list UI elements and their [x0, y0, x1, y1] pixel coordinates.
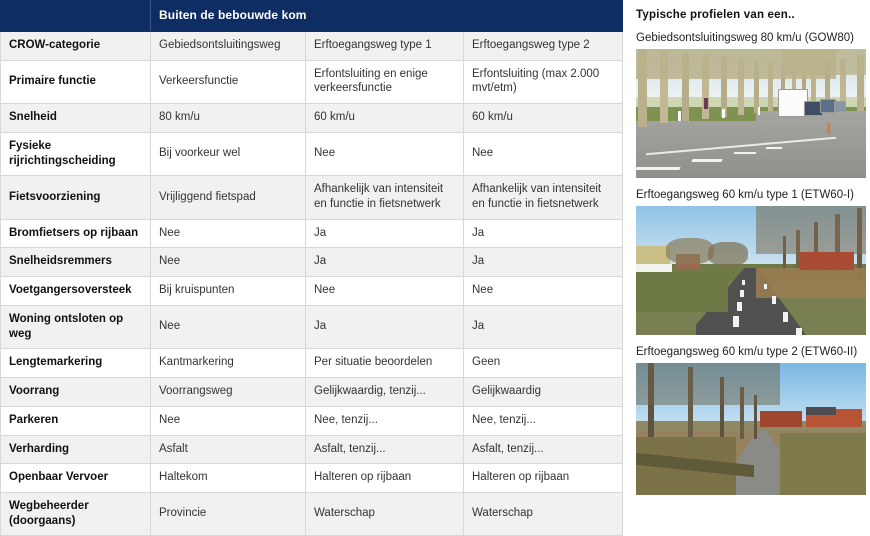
table-row: [1, 305, 623, 348]
roof: [806, 407, 836, 415]
centre-dash: [740, 290, 744, 297]
table-cell: Erfontsluiting (max 2.000 mvt/etm): [464, 60, 623, 103]
table-cell: Nee: [306, 277, 464, 306]
table-cell: Waterschap: [306, 492, 464, 535]
table-cell: Gelijkwaardig, tenzij...: [306, 378, 464, 407]
photo-block-etw60-1: [636, 189, 870, 335]
row-label: Voorrang: [1, 378, 151, 407]
table-row: [1, 132, 623, 175]
table-cell: Halteren op rijbaan: [306, 464, 464, 493]
centre-dash: [733, 316, 739, 327]
photo-gow80: [636, 49, 866, 178]
row-label: Parkeren: [1, 406, 151, 435]
table-cell: Ja: [464, 248, 623, 277]
edge-dash: [772, 296, 776, 304]
photo-block-etw60-2: [636, 346, 870, 495]
photo-etw60-type2: [636, 363, 866, 495]
row-label: Verharding: [1, 435, 151, 464]
row-label: Bromfietsers op rijbaan: [1, 219, 151, 248]
table-header-row: [1, 1, 623, 32]
table-cell: Voorrangsweg: [151, 378, 306, 407]
farm-right-1: [760, 411, 802, 427]
table-cell: Nee: [464, 277, 623, 306]
table-group-header: Buiten de bebouwde kom: [151, 1, 623, 32]
row-label: Fysieke rijrichtingscheiding: [1, 132, 151, 175]
table-cell: Provincie: [151, 492, 306, 535]
row-label: Snelheidsremmers: [1, 248, 151, 277]
table-cell: Waterschap: [464, 492, 623, 535]
table-row: [1, 176, 623, 219]
table-cell: Nee: [464, 132, 623, 175]
table-corner-header: [1, 1, 151, 32]
centre-dash: [737, 302, 742, 311]
table-row: [1, 349, 623, 378]
table-cell: Vrijliggend fietspad: [151, 176, 306, 219]
table-cell: Verkeersfunctie: [151, 60, 306, 103]
table-cell: Bij kruispunten: [151, 277, 306, 306]
left-verge: [636, 272, 728, 312]
table-cell: Halteren op rijbaan: [464, 464, 623, 493]
table-row: [1, 104, 623, 133]
row-label: Openbaar Vervoer: [1, 464, 151, 493]
photo-column: [636, 0, 870, 519]
table-cell: Erftoegangsweg type 2: [464, 32, 623, 61]
table-row: [1, 32, 623, 61]
table-cell: Gebiedsontsluitingsweg: [151, 32, 306, 61]
table-cell: Nee: [306, 132, 464, 175]
photo-block-gow80: [636, 32, 870, 178]
table-cell: Nee: [151, 406, 306, 435]
car-3: [834, 101, 846, 112]
cyclist: [704, 98, 708, 109]
row-label: Fietsvoorziening: [1, 176, 151, 219]
table-cell: Asfalt: [151, 435, 306, 464]
table-cell: Kantmarkering: [151, 349, 306, 378]
table-cell: Ja: [306, 305, 464, 348]
table-cell: Bij voorkeur wel: [151, 132, 306, 175]
row-label: Woning ontsloten op weg: [1, 305, 151, 348]
table-cell: Asfalt, tenzij...: [306, 435, 464, 464]
table-cell: Erftoegangsweg type 1: [306, 32, 464, 61]
table-cell: Ja: [464, 219, 623, 248]
table-body: [1, 32, 623, 536]
table-cell: Erfontsluiting en enige verkeersfunctie: [306, 60, 464, 103]
centre-dash: [742, 280, 745, 285]
table-cell: 80 km/u: [151, 104, 306, 133]
table-cell: 60 km/u: [464, 104, 623, 133]
table-row: [1, 277, 623, 306]
photo-column-title: Typische profielen van een..: [636, 9, 795, 21]
photo-caption-etw60-2: Erftoegangsweg 60 km/u type 2 (ETW60-II): [636, 346, 858, 358]
table-cell: Nee: [151, 219, 306, 248]
barn-right: [800, 252, 854, 270]
table-cell: Ja: [464, 305, 623, 348]
table-row: [1, 219, 623, 248]
edge-dash: [764, 284, 767, 289]
table-cell: Ja: [306, 248, 464, 277]
table-cell: Asfalt, tenzij...: [464, 435, 623, 464]
table-cell: Per situatie beoordelen: [306, 349, 464, 378]
table-cell: Nee: [151, 248, 306, 277]
table-cell: Afhankelijk van intensiteit en functie in fietsnetwerk: [464, 176, 623, 219]
table-cell: Gelijkwaardig: [464, 378, 623, 407]
table-cell: Ja: [306, 219, 464, 248]
table-row: [1, 60, 623, 103]
photo-caption-etw60-1: Erftoegangsweg 60 km/u type 1 (ETW60-I): [636, 189, 854, 201]
table-cell: Afhankelijk van intensiteit en functie in fietsnetwerk: [306, 176, 464, 219]
row-label: CROW-categorie: [1, 32, 151, 61]
table-row: [1, 492, 623, 535]
edge-dash: [783, 312, 788, 322]
table-row: [1, 378, 623, 407]
table-row: [1, 464, 623, 493]
row-label: Primaire functie: [1, 60, 151, 103]
right-verge: [780, 433, 866, 495]
table-row: [1, 406, 623, 435]
table-cell: Nee, tenzij...: [464, 406, 623, 435]
table-cell: 60 km/u: [306, 104, 464, 133]
photo-caption-gow80: Gebiedsontsluitingsweg 80 km/u (GOW80): [636, 32, 854, 44]
row-label: Snelheid: [1, 104, 151, 133]
table-cell: Nee, tenzij...: [306, 406, 464, 435]
table-cell: Haltekom: [151, 464, 306, 493]
table-row: [1, 435, 623, 464]
row-label: Lengtemarkering: [1, 349, 151, 378]
row-label: Wegbeheerder (doorgaans): [1, 492, 151, 535]
photo-etw60-type1: [636, 206, 866, 335]
edge-dash: [796, 328, 802, 335]
row-label: Voetgangersoversteek: [1, 277, 151, 306]
table-row: [1, 248, 623, 277]
table-cell: Geen: [464, 349, 623, 378]
table-cell: Nee: [151, 305, 306, 348]
